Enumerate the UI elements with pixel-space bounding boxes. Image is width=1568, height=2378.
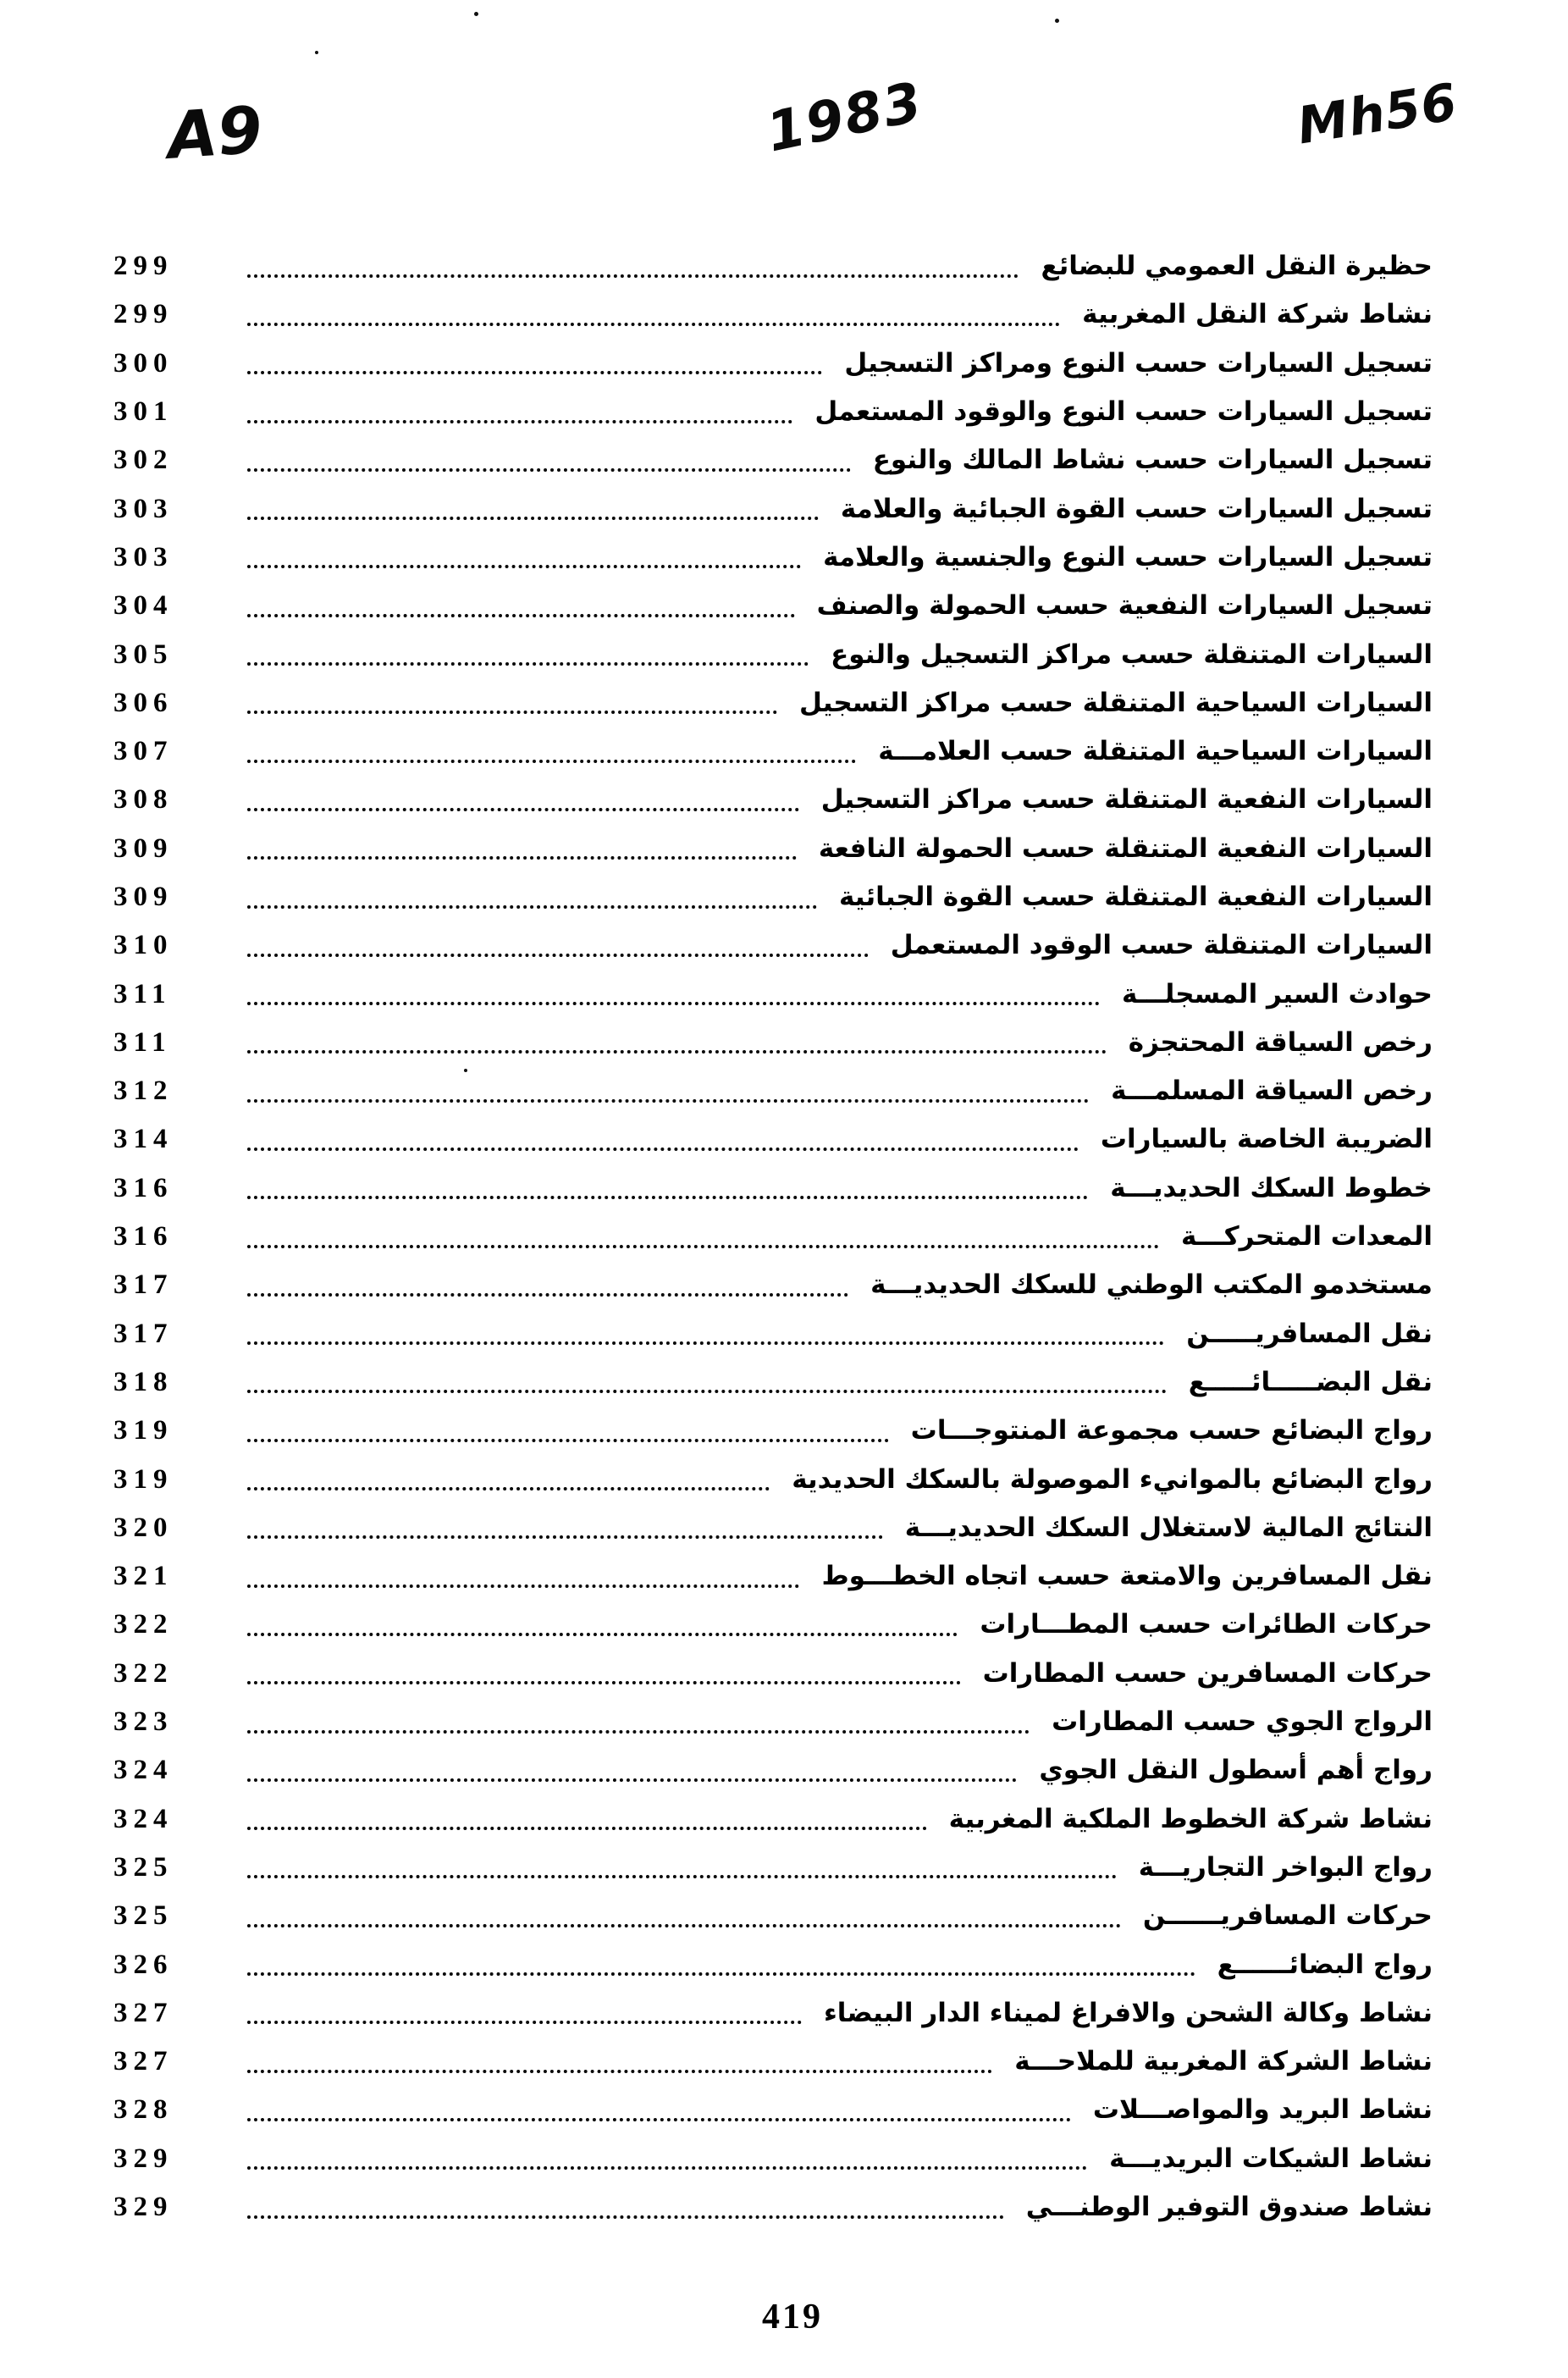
toc-entry — [107, 1601, 1433, 1649]
toc-entry — [107, 1310, 1433, 1358]
dot-leader — [247, 1002, 1100, 1005]
dot-leader — [247, 1778, 1017, 1782]
dot-leader — [247, 856, 797, 860]
scan-speck — [1055, 19, 1059, 23]
dot-leader — [247, 1341, 1164, 1345]
toc-entry-title: نقل المسافرين والامتعة حسب اتجاه الخطـــوط — [821, 1561, 1433, 1592]
toc-entry — [107, 1407, 1433, 1455]
dot-leader — [247, 1099, 1089, 1103]
toc-entry-title: حركات المسافريــــــن — [1142, 1900, 1433, 1932]
toc-entry-title: تسجيل السيارات حسب النوع والجنسية والعلامة — [823, 541, 1433, 572]
toc-entry — [107, 1019, 1433, 1067]
toc-entry — [107, 582, 1433, 630]
dot-leader — [247, 1730, 1030, 1734]
toc-entry — [107, 388, 1433, 436]
scan-speck — [474, 12, 478, 16]
toc-entry-title: السيارات المتنقلة حسب الوقود المستعمل — [890, 930, 1433, 961]
toc-entry-title: مستخدمو المكتب الوطني للسكك الحديديـــة — [870, 1269, 1433, 1301]
toc-page-number: 303 — [113, 493, 174, 524]
toc-entry-title: رواج البضائع بالموانيء الموصولة بالسكك الحديدية — [792, 1463, 1433, 1495]
toc-page-number: 299 — [113, 299, 174, 330]
toc-entry — [107, 1746, 1433, 1795]
toc-entry-title: نقل البضـــــائـــــع — [1188, 1366, 1433, 1397]
dot-leader — [247, 1050, 1107, 1054]
toc-entry-title: السيارات النفعية المتنقلة حسب القوة الجبائية — [838, 882, 1433, 912]
toc-entry — [107, 825, 1433, 873]
toc-entry-title: المعدات المتحركـــة — [1181, 1221, 1433, 1253]
dot-leader — [247, 954, 869, 957]
toc-page-number: 299 — [113, 251, 174, 282]
dot-leader — [247, 517, 819, 520]
dot-leader — [247, 2118, 1071, 2121]
toc-entry — [107, 436, 1433, 484]
toc-entry-title: رخص السياقة المحتجزة — [1128, 1026, 1433, 1058]
toc-page-number: 329 — [113, 2192, 174, 2223]
toc-entry-title: حركات الطائرات حسب المطـــارات — [980, 1609, 1433, 1640]
toc-page-number: 311 — [113, 1026, 172, 1058]
dot-leader — [247, 1924, 1121, 1927]
dot-leader — [247, 468, 851, 472]
dot-leader — [247, 662, 809, 666]
toc-entry-title: نشاط وكالة الشحن والافراغ لميناء الدار البيضاء — [823, 1997, 1433, 2028]
handwritten-annotation-top-left: A9 — [165, 91, 265, 174]
toc-entry-title: تسجيل السيارات النفعية حسب الحمولة والصنف — [816, 590, 1433, 622]
toc-entry — [107, 1164, 1433, 1213]
toc-entry — [107, 2086, 1433, 2134]
dot-leader — [247, 1390, 1167, 1393]
dot-leader — [247, 808, 799, 811]
toc-entry-title: تسجيل السيارات حسب القوة الجبائية والعلامة — [840, 493, 1433, 524]
dot-leader — [247, 1487, 770, 1490]
toc-entry — [107, 1940, 1433, 1988]
toc-entry-title: نشاط الشيكات البريديـــة — [1109, 2143, 1433, 2174]
toc-page-number: 322 — [113, 1657, 174, 1689]
dot-leader — [247, 760, 856, 763]
toc-page-number: 308 — [113, 784, 174, 816]
toc-page-number: 314 — [113, 1124, 174, 1155]
dot-leader — [247, 565, 801, 568]
toc-page-number: 305 — [113, 639, 174, 670]
dot-leader — [247, 1633, 958, 1636]
toc-entry — [107, 1795, 1433, 1844]
toc-entry — [107, 290, 1433, 339]
toc-entry-title: خطوط السكك الحديديـــة — [1110, 1172, 1433, 1203]
toc-entry-title: رواج البضائــــــع — [1217, 1949, 1433, 1980]
toc-entry-title: نشاط البريد والمواصـــلات — [1092, 2094, 1433, 2126]
dot-leader — [247, 1245, 1159, 1248]
scan-speck — [315, 51, 318, 54]
toc-page-number: 303 — [113, 541, 174, 572]
toc-page-number: 306 — [113, 687, 174, 718]
toc-entry-title: نشاط صندوق التوفير الوطنـــي — [1025, 2192, 1433, 2223]
toc-entry — [107, 484, 1433, 533]
toc-entry-title: تسجيل السيارات حسب النوع ومراكز التسجيل — [844, 347, 1433, 379]
dot-leader — [247, 2166, 1087, 2170]
handwritten-annotation-year: 1983 — [761, 70, 929, 165]
toc-entry — [107, 242, 1433, 290]
toc-entry — [107, 921, 1433, 970]
toc-entry — [107, 2038, 1433, 2086]
dot-leader — [247, 1681, 961, 1684]
dot-leader — [247, 2070, 992, 2073]
toc-entry — [107, 1115, 1433, 1164]
toc-page-number: 324 — [113, 1755, 174, 1786]
dot-leader — [247, 905, 817, 909]
toc-page-number: 327 — [113, 2046, 174, 2077]
toc-entry-title: حوادث السير المسجلـــة — [1122, 978, 1433, 1009]
toc-entry — [107, 340, 1433, 388]
toc-entry — [107, 534, 1433, 582]
toc-entry — [107, 2183, 1433, 2231]
toc-entry — [107, 1504, 1433, 1552]
toc-entry-title: السيارات النفعية المتنقلة حسب مراكز التسجيل — [820, 784, 1433, 816]
toc-page-number: 325 — [113, 1851, 174, 1883]
toc-entry-title: السيارات المتنقلة حسب مراكز التسجيل والنوع — [831, 639, 1433, 670]
toc-page-number: 302 — [113, 445, 174, 476]
toc-entry — [107, 1358, 1433, 1407]
dot-leader — [247, 1535, 883, 1539]
toc-page-number: 301 — [113, 396, 174, 428]
toc-page-number: 324 — [113, 1803, 174, 1834]
toc-page-number: 310 — [113, 930, 174, 961]
toc-entry — [107, 1892, 1433, 1940]
dot-leader — [247, 1293, 848, 1297]
toc-entry — [107, 1698, 1433, 1746]
scan-speck — [464, 1069, 467, 1072]
toc-entry — [107, 679, 1433, 727]
toc-entry-title: رواج أهم أسطول النقل الجوي — [1039, 1755, 1433, 1786]
toc-page-number: 317 — [113, 1269, 174, 1301]
toc-page-number: 327 — [113, 1997, 174, 2028]
dot-leader — [247, 1148, 1079, 1151]
toc-entry-title: نقل المسافريـــــن — [1186, 1318, 1433, 1349]
toc-entry-title: السيارات النفعية المتنقلة حسب الحمولة النافعة — [818, 832, 1433, 864]
toc-page-number: 328 — [113, 2094, 174, 2126]
toc-page-number: 322 — [113, 1609, 174, 1640]
toc-page-number: 316 — [113, 1221, 174, 1253]
toc-entry-title: السيارات السياحية المتنقلة حسب العلامـــة — [878, 736, 1433, 767]
toc-entry — [107, 1213, 1433, 1261]
toc-entry-title: النتائج المالية لاستغلال السكك الحديديـــة — [904, 1512, 1433, 1543]
dot-leader — [247, 1196, 1088, 1199]
toc-entry — [107, 727, 1433, 776]
toc-page-number: 307 — [113, 736, 174, 767]
toc-entry-title: حظيرة النقل العمومي للبضائع — [1041, 251, 1433, 282]
toc-page-number: 309 — [113, 882, 174, 912]
toc-list — [107, 242, 1433, 2231]
dot-leader — [247, 2215, 1004, 2219]
toc-page-number: 320 — [113, 1512, 174, 1543]
toc-page-number: 321 — [113, 1561, 174, 1592]
toc-entry-title: تسجيل السيارات حسب نشاط المالك والنوع — [872, 445, 1433, 476]
toc-entry — [107, 776, 1433, 824]
toc-entry — [107, 970, 1433, 1018]
toc-entry — [107, 1650, 1433, 1698]
toc-page-number: 309 — [113, 832, 174, 864]
toc-page-number: 311 — [113, 978, 172, 1009]
toc-page-number: 312 — [113, 1076, 174, 1107]
dot-leader — [247, 1875, 1117, 1878]
dot-leader — [247, 274, 1019, 278]
toc-page-number: 318 — [113, 1366, 174, 1397]
toc-entry-title: نشاط الشركة المغربية للملاحـــة — [1014, 2046, 1433, 2077]
dot-leader — [247, 614, 795, 617]
toc-page-number: 319 — [113, 1415, 174, 1446]
toc-page-number: 329 — [113, 2143, 174, 2174]
toc-page-number: 326 — [113, 1949, 174, 1980]
toc-entry — [107, 1989, 1433, 2038]
toc-page-number: 325 — [113, 1900, 174, 1932]
toc-page-number: 304 — [113, 590, 174, 622]
toc-entry-title: رواج البواخر التجاريـــة — [1138, 1851, 1433, 1883]
toc-entry-title: نشاط شركة الخطوط الملكية المغربية — [948, 1803, 1433, 1834]
toc-entry-title: رخص السياقة المسلمـــة — [1111, 1076, 1433, 1107]
toc-entry-title: الرواج الجوي حسب المطارات — [1052, 1706, 1433, 1738]
dot-leader — [247, 1972, 1195, 1976]
handwritten-annotation-top-right: Mh56 — [1293, 72, 1462, 157]
toc-page-number: 300 — [113, 347, 174, 379]
toc-page-number: 317 — [113, 1318, 174, 1349]
toc-entry-title: نشاط شركة النقل المغربية — [1082, 299, 1433, 330]
dot-leader — [247, 420, 792, 423]
dot-leader — [247, 323, 1060, 326]
dot-leader — [247, 1827, 927, 1830]
dot-leader — [247, 371, 822, 374]
toc-entry — [107, 2135, 1433, 2183]
toc-entry-title: تسجيل السيارات حسب النوع والوقود المستعمل — [814, 396, 1433, 428]
dot-leader — [247, 1584, 799, 1588]
toc-entry — [107, 1844, 1433, 1892]
toc-page-number: 319 — [113, 1463, 174, 1495]
dot-leader — [247, 711, 777, 714]
toc-entry — [107, 1455, 1433, 1503]
toc-entry — [107, 1552, 1433, 1601]
toc-entry — [107, 1067, 1433, 1115]
toc-entry-title: الضريبة الخاصة بالسيارات — [1100, 1124, 1433, 1155]
toc-entry-title: السيارات السياحية المتنقلة حسب مراكز التسجيل — [799, 687, 1433, 718]
dot-leader — [247, 2021, 802, 2024]
toc-page-number: 323 — [113, 1706, 174, 1738]
footer-page-number: 419 — [762, 2298, 823, 2337]
toc-entry-title: رواج البضائع حسب مجموعة المنتوجـــات — [910, 1415, 1433, 1446]
toc-page-number: 316 — [113, 1172, 174, 1203]
dot-leader — [247, 1439, 889, 1442]
toc-entry — [107, 1261, 1433, 1309]
toc-entry — [107, 873, 1433, 921]
toc-entry — [107, 630, 1433, 678]
toc-entry-title: حركات المسافرين حسب المطارات — [982, 1657, 1433, 1689]
